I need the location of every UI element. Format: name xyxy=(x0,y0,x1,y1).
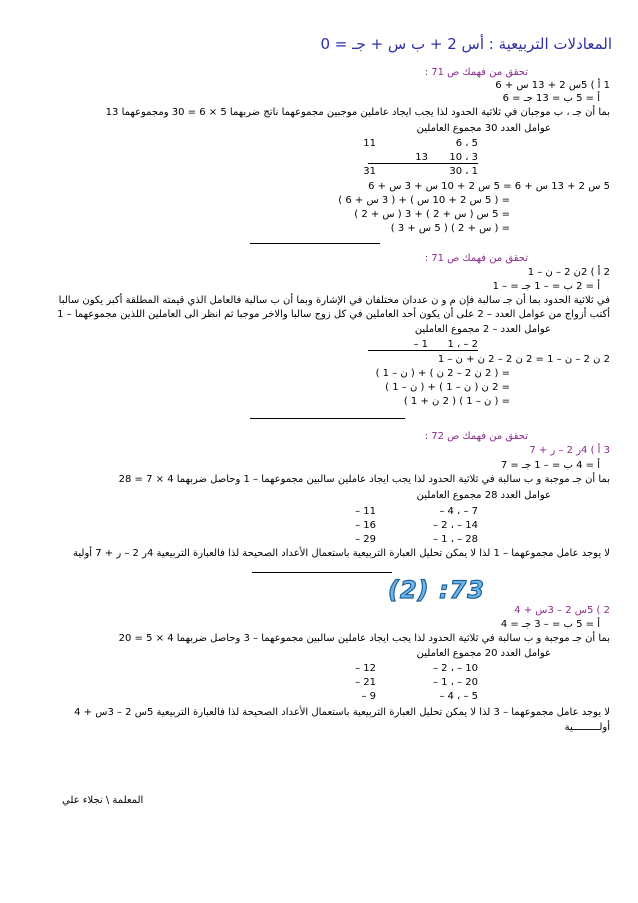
solution-step: 5 س 2 + 13 س + 6 = 5 س 2 + 10 س + 3 س + 6 xyxy=(368,181,610,192)
explanation-3: بما أن جـ موجبة و ب سالبة في ثلاثية الحدود لذا يجب ايجاد عاملين سالبين مجموعهما – 1 وحاصل ضربهما 4 × 7 = 28 xyxy=(118,474,610,485)
problem-3a: 3 أ ) 4ر 2 – ر + 7 xyxy=(529,445,610,456)
factors-header-3: عوامل العدد 28 مجموع العاملين xyxy=(416,490,551,501)
coefficients-1: أ = 5 ب = 13 جـ = 6 xyxy=(502,93,600,104)
factor-sum: – 11 xyxy=(355,506,376,517)
problem-2a: 2 أ ) 2ن 2 – ن – 1 xyxy=(527,267,610,278)
check-understanding-label-1: تحقق من فهمك ص 71 : xyxy=(424,67,528,78)
factors-header-2: عوامل العدد – 2 مجموع العاملين xyxy=(414,324,551,335)
explanation-1: بما أن جـ ، ب موجبان في ثلاثية الحدود لذا يجب ايجاد عاملين موجبين مجموعهما ناتج ضربهما 5 × 6 = 30 ومجموعهما 13 xyxy=(105,107,610,118)
conclusion-3: لا يوجد عامل مجموعهما – 1 لذا لا يمكن تحليل العبارة التربيعية باستعمال الأعداد الصحيحة لذا فالعبارة التربيعية 4ر 2 – ر + 7 أولية xyxy=(73,548,610,559)
factor-sum: – 29 xyxy=(355,534,376,545)
solution-step: = ( 5 س 2 + 10 س ) + ( 3 س + 6 ) xyxy=(338,195,510,206)
factor-sum: – 12 xyxy=(355,663,376,674)
factors-header-4: عوامل العدد 20 مجموع العاملين xyxy=(416,648,551,659)
factor-pair: – 1 ، – 20 xyxy=(432,677,478,688)
problem-1a: 1 أ ) 5س 2 + 13 س + 6 xyxy=(495,80,610,91)
factor-pair: – 4 ، – 7 xyxy=(439,506,478,517)
coefficients-4: أ = 5 ب = – 3 جـ = 4 xyxy=(500,619,600,630)
factor-sum: – 21 xyxy=(355,677,376,688)
solution-step: = 2 ن ( ن – 1 ) + ( ن – 1 ) xyxy=(385,382,510,393)
factor-sum: – 9 xyxy=(361,691,376,702)
section-divider xyxy=(250,243,380,244)
section-divider xyxy=(252,572,392,573)
factor-pair: 6 ، 5 xyxy=(455,138,478,149)
problem-2: 2 ) 5س 2 – 3س + 4 xyxy=(514,605,610,616)
factor-pair: – 2 ، – 10 xyxy=(432,663,478,674)
factor-sum: 13 xyxy=(368,152,428,164)
factor-pair: 1 ، – 2 xyxy=(428,339,478,351)
factor-sum: – 16 xyxy=(355,520,376,531)
factor-pair: – 1 ، – 28 xyxy=(432,534,478,545)
coefficients-2: أ = 2 ب = – 1 جـ = – 1 xyxy=(492,281,600,292)
explanation-2: في ثلاثية الحدود بما أن جـ سالبة فإن م و ن عددان مختلفان في الإشارة وبما أن ب سالبة فالعامل الذي قيمته المطلقة أكبر يكون سالبا xyxy=(58,295,610,306)
solution-step: = ( 2 ن 2 – 2 ن ) + ( ن – 1 ) xyxy=(375,368,510,379)
explanation-4: بما أن جـ موجبة و ب سالبة في ثلاثية الحدود لذا يجب ايجاد عاملين سالبين مجموعهما – 3 وحاصل ضربهما 4 × 5 = 20 xyxy=(118,633,610,644)
coefficients-3: أ = 4 ب = – 1 جـ = 7 xyxy=(500,460,600,471)
factor-pair: 30 ، 1 xyxy=(449,166,478,177)
page-title: المعادلات التربيعية : أس 2 + ب س + جـ = 0 xyxy=(320,35,612,53)
check-understanding-label-2: تحقق من فهمك ص 71 : xyxy=(424,253,528,264)
page-73-exercise-2-label: (2) :73 xyxy=(388,576,485,604)
factor-pair: 10 ، 3 xyxy=(428,152,478,164)
factor-sum: 31 xyxy=(363,166,376,177)
conclusion-4b: أولـــــــــية xyxy=(564,722,610,733)
factor-pair: – 2 ، – 14 xyxy=(432,520,478,531)
conclusion-4: لا يوجد عامل مجموعهما – 3 لذا لا يمكن تحليل العبارة التربيعية باستعمال الأعداد الصحيحة لذا فالعبارة التربيعية 5س 2 – 3س + 4 xyxy=(74,707,610,718)
solution-step: 2 ن 2 – ن – 1 = 2 ن 2 – 2 ن + ن – 1 xyxy=(437,354,610,365)
section-divider xyxy=(250,418,405,419)
solution-step: = 5 س ( س + 2 ) + 3 ( س + 2 ) xyxy=(354,209,510,220)
factor-sum: 11 xyxy=(363,138,376,149)
factor-sum: – 1 xyxy=(368,339,428,351)
factor-pair: – 4 ، – 5 xyxy=(439,691,478,702)
solution-step: = ( س + 2 ) ( 5 س + 3 ) xyxy=(390,223,510,234)
check-understanding-label-3: تحقق من فهمك ص 72 : xyxy=(424,431,528,442)
teacher-signature: المعلمة \ نجلاء علي xyxy=(62,795,144,806)
explanation-2b: أكتب أزواج من عوامل العدد – 2 على أن يكون أحد العاملين في كل زوج سالبا والاخر موجبا ثم انظر الى العاملين اللذين مجموعهما – 1 xyxy=(57,309,610,320)
solution-step: = ( ن – 1 ) ( 2 ن + 1 ) xyxy=(403,396,510,407)
factors-header-1: عوامل العدد 30 مجموع العاملين xyxy=(416,123,551,134)
